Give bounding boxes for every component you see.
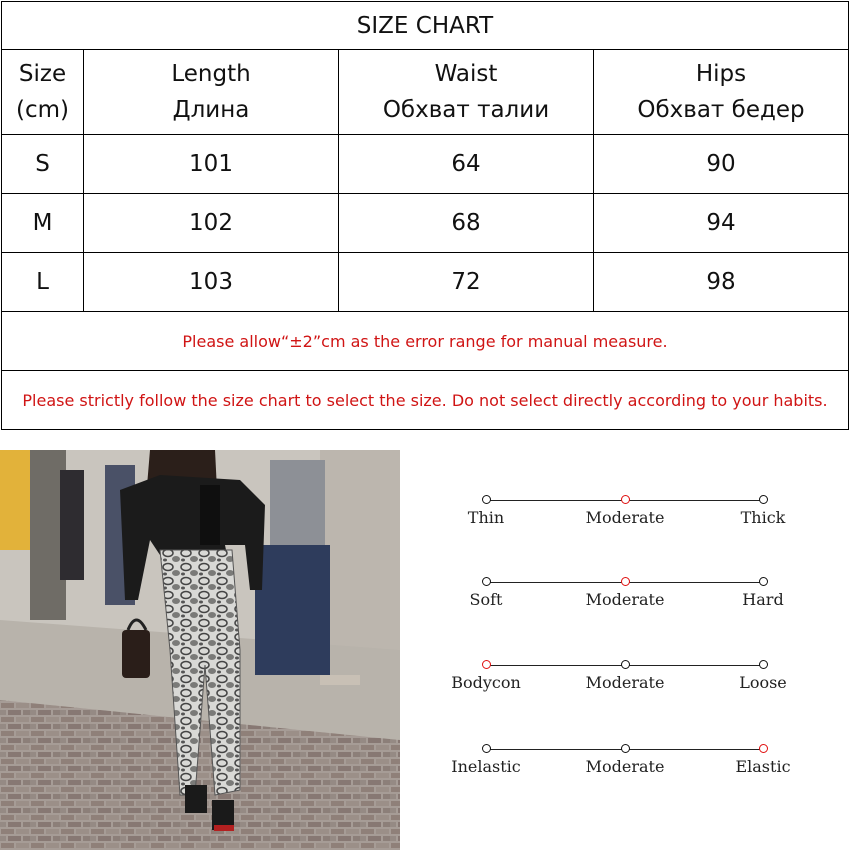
scale-dot-left: [482, 577, 491, 586]
error-range-note: Please allow“±2”cm as the error range for manual measure.: [2, 312, 849, 371]
scale-dot-left: [482, 495, 491, 504]
softness-scale: [440, 577, 800, 637]
scale-dot-right: [759, 660, 768, 669]
cell-length: 103: [84, 253, 339, 312]
scale-dot-middle: [621, 577, 630, 586]
scale-label-middle: Moderate: [585, 673, 665, 692]
table-row: [2, 253, 849, 312]
size-chart-table: [1, 1, 849, 430]
scale-label-middle: Moderate: [585, 590, 665, 609]
cell-size: L: [2, 253, 84, 312]
header-size: Size (cm): [2, 50, 84, 135]
header-length: Length Длина: [84, 50, 339, 135]
scale-dot-left: [482, 660, 491, 669]
table-row: [2, 194, 849, 253]
scale-dot-right: [759, 577, 768, 586]
cell-length: 102: [84, 194, 339, 253]
model-photo: [0, 450, 400, 850]
scale-label-left: Bodycon: [451, 673, 521, 692]
table-row: [2, 135, 849, 194]
elasticity-scale: [440, 744, 800, 804]
scale-label-middle: Moderate: [585, 757, 665, 776]
header-row: [2, 50, 849, 135]
scale-dot-middle: [621, 660, 630, 669]
cell-hips: 94: [594, 194, 849, 253]
cell-size: S: [2, 135, 84, 194]
scale-label-left: Inelastic: [451, 757, 521, 776]
scale-dot-left: [482, 744, 491, 753]
cell-size: M: [2, 194, 84, 253]
scale-dot-right: [759, 744, 768, 753]
scale-label-left: Soft: [469, 590, 503, 609]
cell-waist: 68: [339, 194, 594, 253]
scale-label-right: Elastic: [735, 757, 791, 776]
cell-hips: 90: [594, 135, 849, 194]
size-chart-title: SIZE CHART: [2, 2, 849, 50]
scale-label-right: Loose: [739, 673, 787, 692]
cell-hips: 98: [594, 253, 849, 312]
street-scene-image: [0, 450, 400, 850]
scale-label-middle: Moderate: [585, 508, 665, 527]
scale-dot-right: [759, 495, 768, 504]
header-hips: Hips Обхват бедер: [594, 50, 849, 135]
scale-label-left: Thin: [467, 508, 505, 527]
scale-dot-middle: [621, 495, 630, 504]
scale-label-right: Thick: [740, 508, 786, 527]
cell-waist: 64: [339, 135, 594, 194]
fit-scale: [440, 660, 800, 720]
cell-length: 101: [84, 135, 339, 194]
scale-label-right: Hard: [742, 590, 784, 609]
scale-dot-middle: [621, 744, 630, 753]
cell-waist: 72: [339, 253, 594, 312]
header-waist: Waist Обхват талии: [339, 50, 594, 135]
size-selection-note: Please strictly follow the size chart to select the size. Do not select directly according to your habits.: [2, 371, 849, 430]
thickness-scale: [440, 495, 800, 555]
